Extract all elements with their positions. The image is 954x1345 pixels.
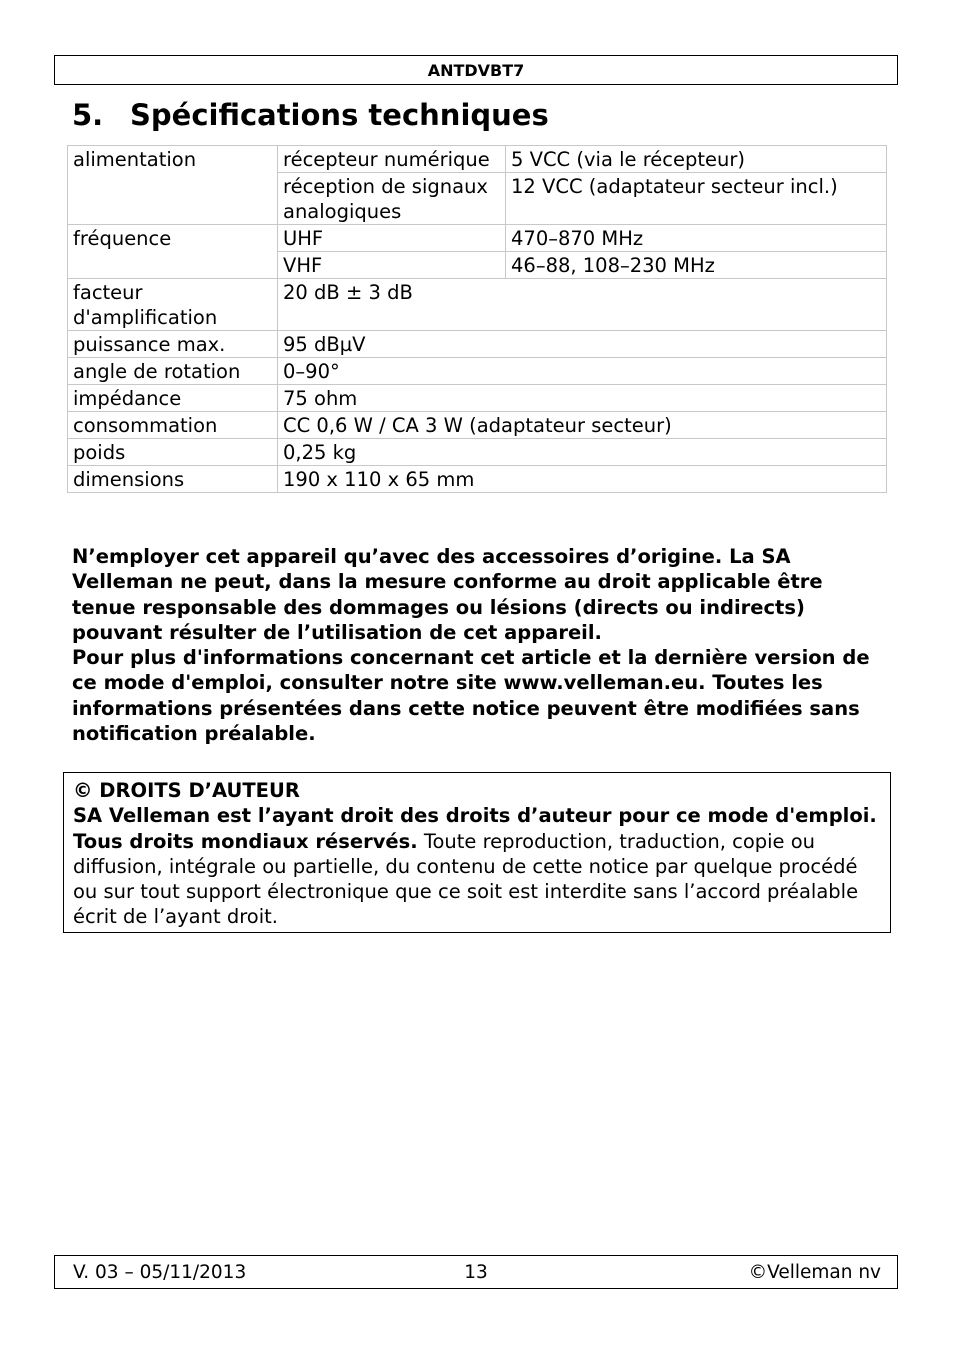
section-title-text: Spécifications techniques (130, 98, 549, 132)
table-row (68, 466, 887, 493)
table-row (68, 279, 887, 331)
spec-value: 75 ohm (278, 385, 887, 412)
spec-label: dimensions (68, 466, 278, 493)
model-name: ANTDVBT7 (427, 61, 525, 80)
table-row (68, 225, 887, 252)
spec-label: angle de rotation (68, 358, 278, 385)
spec-sub: récepteur numérique (278, 146, 506, 173)
footer-version: V. 03 – 05/11/2013 (73, 1262, 247, 1283)
notice-paragraph: Pour plus d'informations concernant cet article et la dernière version de ce mode d'emploi, consulter notre site www.velleman.eu. Toutes les informations présentées dans cette notice peuvent être modifiées sans notification préalable. (72, 646, 870, 746)
spec-label: alimentation (68, 146, 278, 225)
notice-section (72, 544, 892, 746)
page-footer (54, 1255, 898, 1289)
spec-label: poids (68, 439, 278, 466)
spec-value: 470–870 MHz (506, 225, 887, 252)
spec-value: 0–90° (278, 358, 887, 385)
spec-value: 5 VCC (via le récepteur) (506, 146, 887, 173)
spec-label: fréquence (68, 225, 278, 279)
spec-value: CC 0,6 W / CA 3 W (adaptateur secteur) (278, 412, 887, 439)
copyright-heading: © DROITS D’AUTEUR (73, 779, 300, 802)
table-row (68, 412, 887, 439)
spec-sub: UHF (278, 225, 506, 252)
spec-value: 0,25 kg (278, 439, 887, 466)
spec-label: facteur d'amplification (68, 279, 278, 331)
section-title (72, 98, 549, 132)
spec-value: 20 dB ± 3 dB (278, 279, 887, 331)
table-row (68, 331, 887, 358)
spec-value: 46–88, 108–230 MHz (506, 252, 887, 279)
spec-label: consommation (68, 412, 278, 439)
footer-page-number: 13 (464, 1262, 488, 1283)
footer-company: ©Velleman nv (748, 1262, 881, 1283)
spec-value: 12 VCC (adaptateur secteur incl.) (506, 173, 887, 225)
specifications-table (67, 145, 887, 493)
spec-label: puissance max. (68, 331, 278, 358)
section-number: 5. (72, 98, 104, 132)
table-row (68, 439, 887, 466)
spec-sub: réception de signaux analogiques (278, 173, 506, 225)
copyright-bold-text: SA Velleman est l’ayant droit des droits d’auteur pour ce mode d'emploi. Tous droits mondiaux réservés. (73, 804, 877, 853)
spec-value: 95 dBµV (278, 331, 887, 358)
page-header (54, 55, 898, 85)
table-row (68, 146, 887, 173)
table-row (68, 358, 887, 385)
spec-value: 190 x 110 x 65 mm (278, 466, 887, 493)
spec-sub: VHF (278, 252, 506, 279)
copyright-text: Toute reproduction, traduction, copie ou diffusion, intégrale ou partielle, du contenu de cette notice par quelque procédé ou sur tout support électronique que ce soit est interdite sans l’accord préalable écrit de l’ayant droit. (73, 829, 859, 929)
copyright-box (63, 772, 891, 933)
spec-label: impédance (68, 385, 278, 412)
notice-paragraph: N’employer cet appareil qu’avec des accessoires d’origine. La SA Velleman ne peut, dans la mesure conforme au droit applicable être tenue responsable des dommages ou lésions (directs ou indirects) pouvant résulter de l’utilisation de cet appareil. (72, 545, 823, 644)
table-row (68, 385, 887, 412)
